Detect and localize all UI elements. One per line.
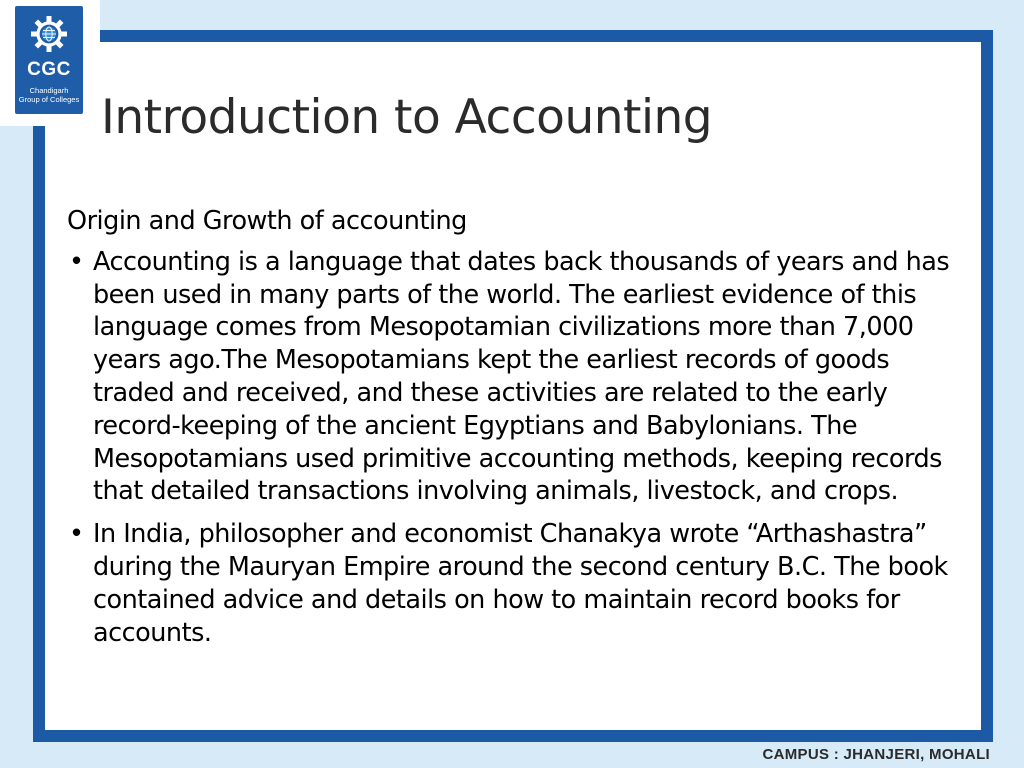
logo-badge xyxy=(15,6,83,114)
college-logo xyxy=(0,0,100,126)
bullet-item xyxy=(67,518,962,649)
campus-footer: CAMPUS : JHANJERI, MOHALI xyxy=(762,746,990,763)
gear-globe-icon xyxy=(29,14,69,54)
bullet-text: In India, philosopher and economist Chanakya wrote “Arthashastra” during the Mauryan Empire around the second century B.C. The book contained advice and details on how to maintain record books for accounts. xyxy=(93,519,948,648)
bullet-item xyxy=(67,246,962,508)
bullet-marker: • xyxy=(69,246,84,277)
bullet-list xyxy=(67,246,962,650)
slide-content xyxy=(67,205,962,659)
logo-college-name: Chandigarh Group of Colleges xyxy=(18,86,80,104)
bullet-text: Accounting is a language that dates back thousands of years and has been used in many parts of the world. The earliest evidence of this language comes from Mesopotamian civilizations more than 7,000 years ago.The Mesopotamians kept the earliest records of goods traded and received, and these activities are related to the early record-keeping of the ancient Egyptians and Babylonians. The Mesopotamians used primitive accounting methods, keeping records that detailed transactions involving animals, livestock, and crops. xyxy=(93,246,950,507)
slide-title: Introduction to Accounting xyxy=(101,90,713,145)
section-heading: Origin and Growth of accounting xyxy=(67,206,467,236)
bullet-marker: • xyxy=(69,519,84,550)
logo-acronym: CGC xyxy=(27,59,71,80)
